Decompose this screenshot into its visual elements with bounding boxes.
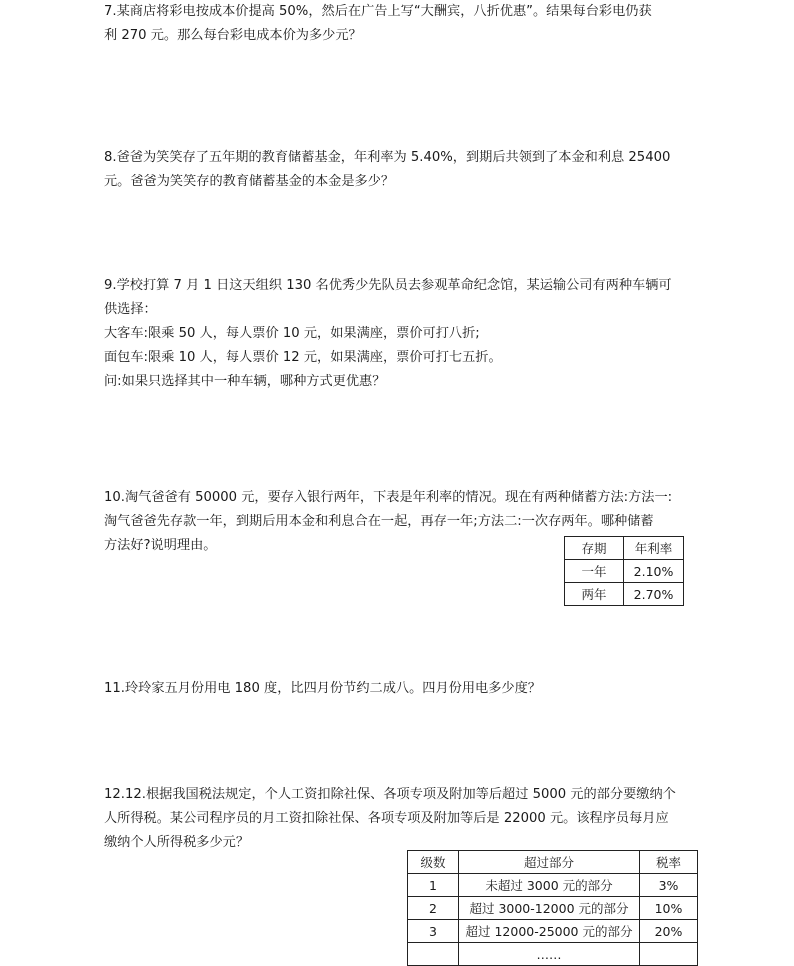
tax-rate-table: [407, 850, 698, 966]
table-header-row: [565, 537, 684, 560]
table-header-row: [408, 851, 698, 874]
table-row: [565, 560, 684, 583]
table-row: [408, 897, 698, 920]
table-cell: 未超过 3000 元的部分: [459, 874, 640, 897]
table-cell: 两年: [565, 583, 624, 606]
question-7: [104, 0, 704, 48]
question-11: [104, 677, 704, 701]
table-header-cell: 存期: [565, 537, 624, 560]
table-header-cell: 超过部分: [459, 851, 640, 874]
table-cell: 一年: [565, 560, 624, 583]
table-cell: 3%: [640, 874, 698, 897]
question-7-line: 利 270 元。那么每台彩电成本价为多少元？: [104, 28, 362, 43]
table-cell: 2: [408, 897, 459, 920]
table-row: [408, 943, 698, 966]
table-cell: 3: [408, 920, 459, 943]
table-cell: ……: [459, 943, 640, 966]
table-cell: 2.70%: [624, 583, 684, 606]
table-cell: 1: [408, 874, 459, 897]
table-header-cell: 级数: [408, 851, 459, 874]
table-cell: 超过 3000-12000 元的部分: [459, 897, 640, 920]
question-10-line: 淘气爸爸先存款一年，到期后用本金和利息合在一起，再存一年;方法二:一次存两年。哪种储蓄: [104, 514, 654, 529]
table-row: [408, 920, 698, 943]
question-9-line: 大客车:限乘 50 人，每人票价 10 元，如果满座，票价可打八折;: [104, 326, 480, 341]
question-12-line: 12.12.根据我国税法规定，个人工资扣除社保、各项专项及附加等后超过 5000 元的部分要缴纳个: [104, 787, 676, 802]
question-10-line: 10.淘气爸爸有 50000 元，要存入银行两年，下表是年利率的情况。现在有两种储蓄方法:方法一:: [104, 490, 673, 505]
interest-rate-table: [564, 536, 684, 606]
table-cell: [640, 943, 698, 966]
question-8: [104, 146, 704, 194]
question-8-line: 8.爸爸为笑笑存了五年期的教育储蓄基金，年利率为 5.40%，到期后共领到了本金和利息 25400: [104, 150, 671, 165]
question-9-line: 9.学校打算 7 月 1 日这天组织 130 名优秀少先队员去参观革命纪念馆，某运输公司有两种车辆可: [104, 278, 672, 293]
table-header-cell: 年利率: [624, 537, 684, 560]
table-cell: 超过 12000-25000 元的部分: [459, 920, 640, 943]
question-12-line: 人所得税。某公司程序员的月工资扣除社保、各项专项及附加等后是 22000 元。该程序员每月应: [104, 811, 669, 826]
question-12: [104, 783, 704, 855]
question-11-line: 11.玲玲家五月份用电 180 度，比四月份节约二成八。四月份用电多少度？: [104, 681, 541, 696]
table-row: [565, 583, 684, 606]
question-9-line: 面包车:限乘 10 人，每人票价 12 元，如果满座，票价可打七五折。: [104, 350, 502, 365]
question-10-line: 方法好?说明理由。: [104, 538, 217, 553]
question-12-line: 缴纳个人所得税多少元？: [104, 835, 250, 850]
table-cell: 2.10%: [624, 560, 684, 583]
question-9-line: 问:如果只选择其中一种车辆，哪种方式更优惠？: [104, 374, 386, 389]
table-header-cell: 税率: [640, 851, 698, 874]
table-cell: 20%: [640, 920, 698, 943]
question-8-line: 元。爸爸为笑笑存的教育储蓄基金的本金是多少？: [104, 174, 395, 189]
table-cell: [408, 943, 459, 966]
question-7-line: 7.某商店将彩电按成本价提高 50%，然后在广告上写“大酬宾，八折优惠”。结果每台彩电仍获: [104, 4, 652, 19]
question-9: [104, 274, 704, 394]
table-cell: 10%: [640, 897, 698, 920]
table-row: [408, 874, 698, 897]
question-9-line: 供选择：: [104, 302, 157, 317]
